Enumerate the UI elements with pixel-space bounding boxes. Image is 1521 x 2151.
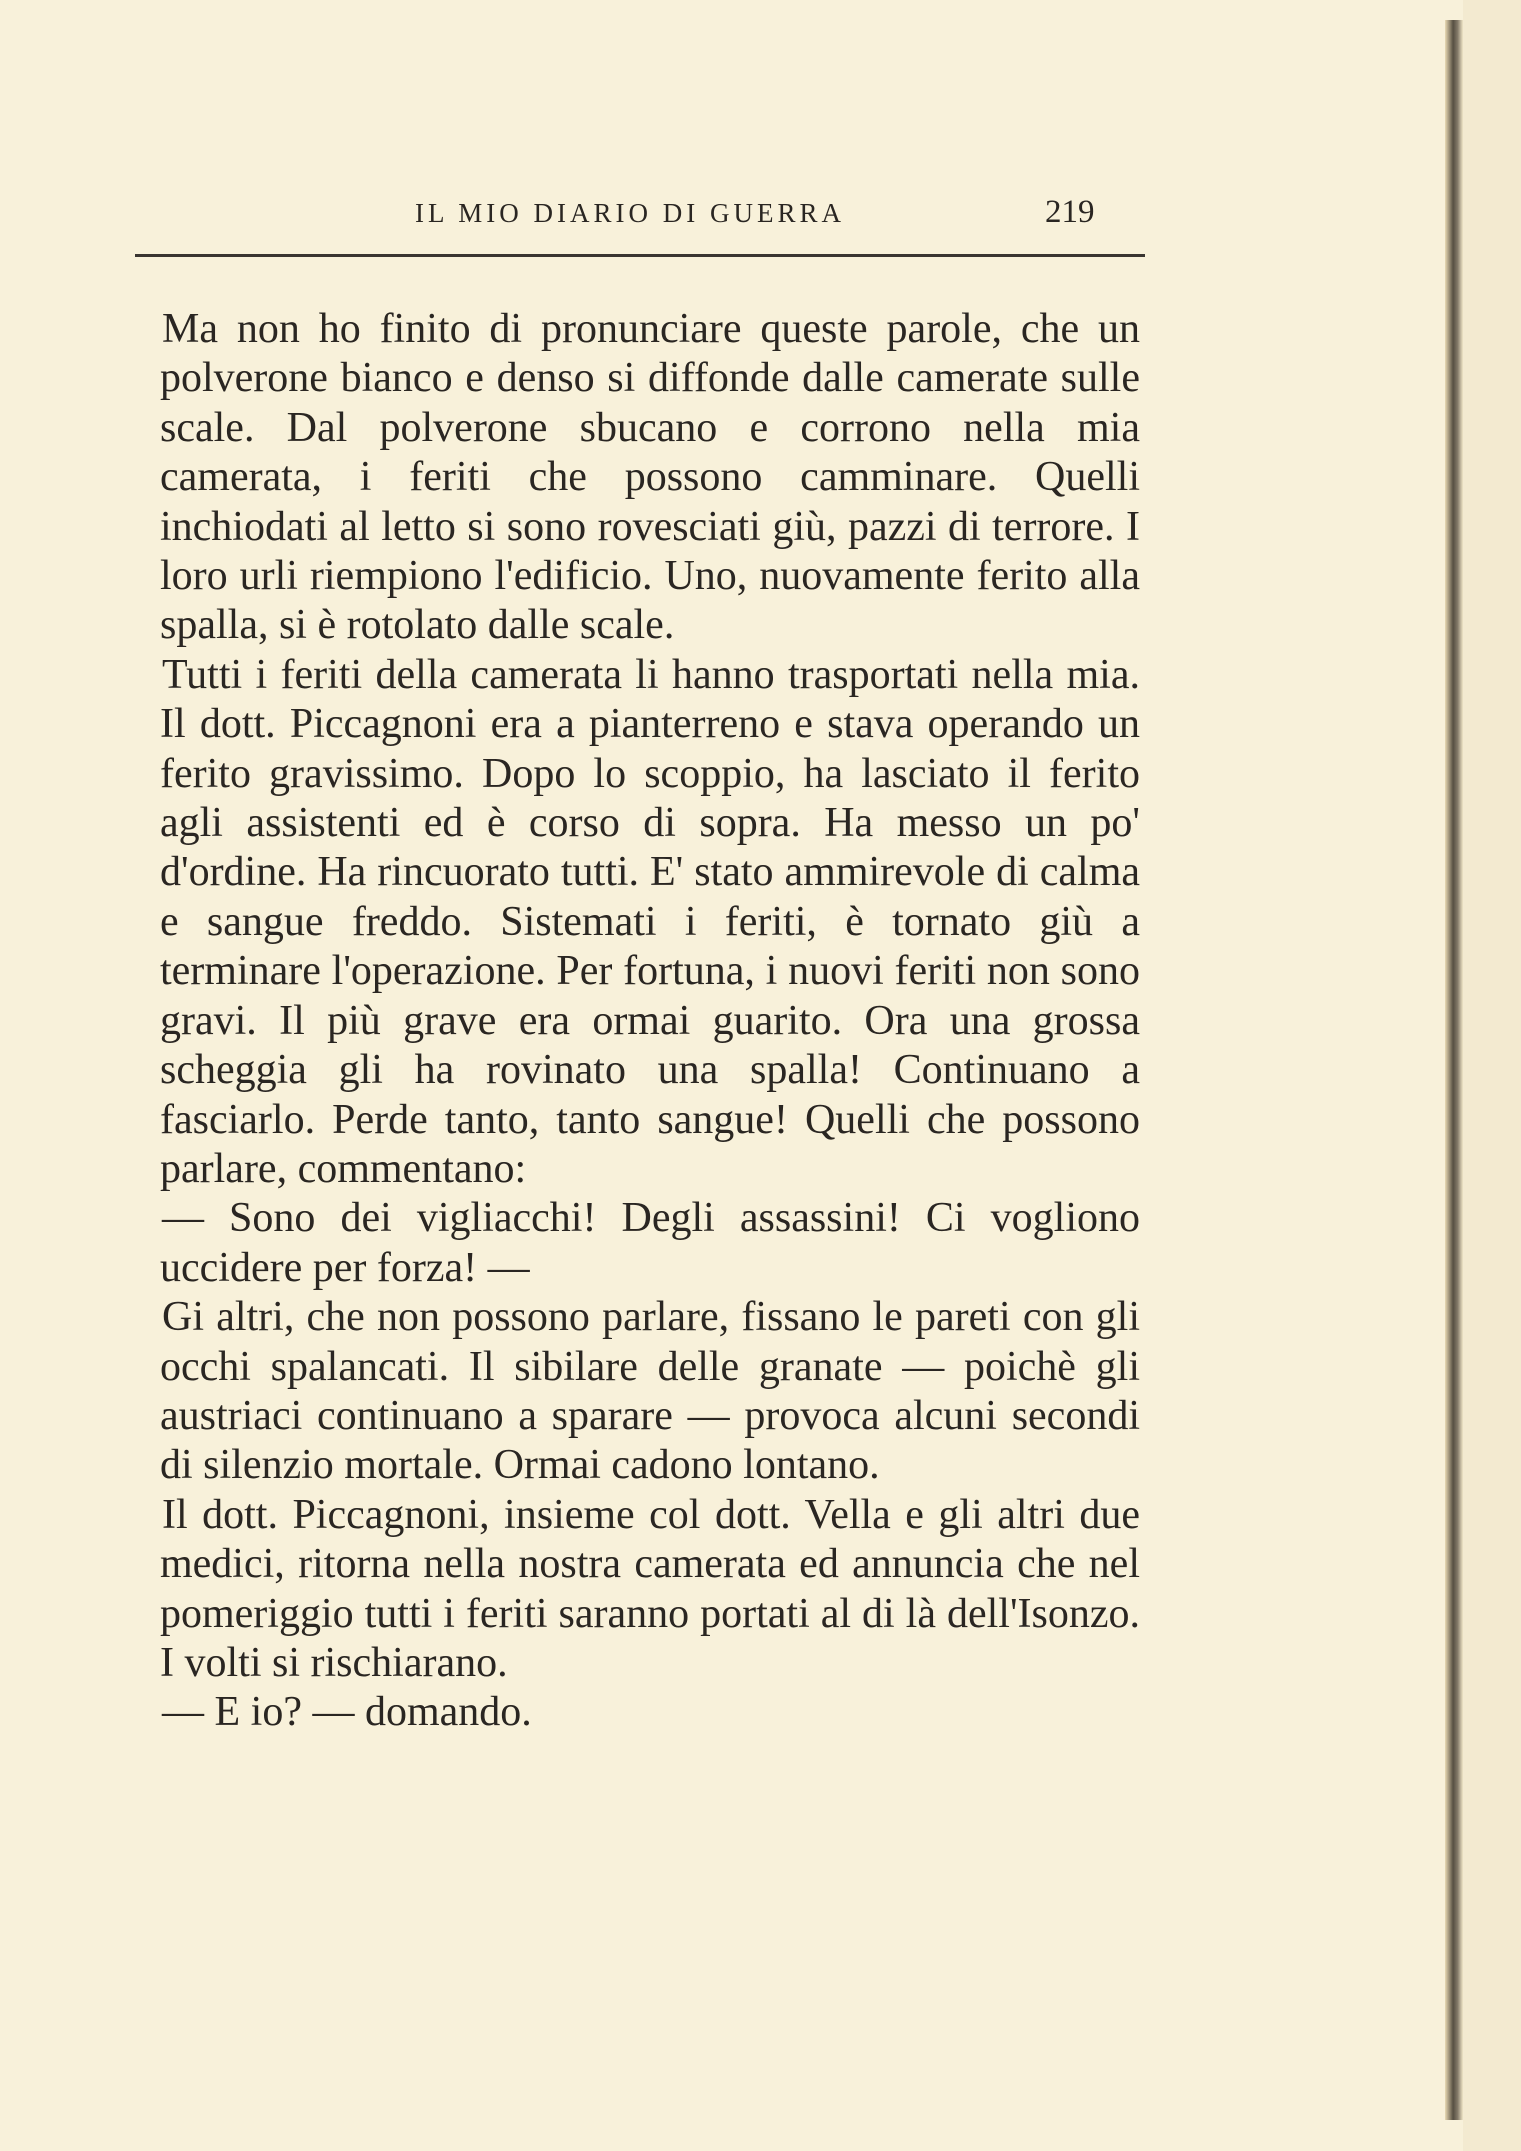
paragraph: Tutti i feriti della camerata li hanno trasportati nella mia. Il dott. Piccagnoni era a pianterreno e stava operando un ferito gravissimo. Dopo lo scoppio, ha lasciato il ferito agli assistenti ed è corso di sopra. Ha messo un po' d'ordine. Ha rincuorato tutti. E' stato ammirevole di calma e sangue freddo. Sistemati i feriti, è tornato giù a terminare l'operazione. Per fortuna, i nuovi feriti non sono gravi. Il più grave era ormai guarito. Ora una grossa scheggia gli ha rovinato una spalla! Continuano a fasciarlo. Perde tanto, tanto sangue! Quelli che possono parlare, commentano: xyxy=(160,651,1140,1192)
body-text xyxy=(160,305,1140,1738)
paragraph: — E io? — domando. xyxy=(162,1689,532,1736)
paragraph: Gi altri, che non possono parlare, fissano le pareti con gli occhi spalancati. Il sibilare delle granate — poichè gli austriaci continuano a sparare — provoca alcuni secondi di silenzio mortale. Ormai cadono lontano. xyxy=(160,1294,1140,1489)
paragraph: Ma non ho finito di pronunciare queste parole, che un polverone bianco e denso si diffonde dalle camerate sulle scale. Dal polverone sbucano e corrono nella mia camerata, i feriti che possono camminare. Quelli inchiodati al letto si sono rovesciati giù, pazzi di terrore. I loro urli riempiono l'edificio. Uno, nuovamente ferito alla spalla, si è rotolato dalle scale. xyxy=(160,306,1140,649)
page-number: 219 xyxy=(1045,194,1095,230)
header-rule xyxy=(135,254,1145,257)
book-spine xyxy=(1445,20,1463,2120)
running-title: IL MIO DIARIO DI GUERRA xyxy=(415,198,845,228)
paragraph: Il dott. Piccagnoni, insieme col dott. Vella e gli altri due medici, ritorna nella nostra camerata ed annuncia che nel pomeriggio tutti i feriti saranno portati al di là dell'Isonzo. I volti si rischiarano. xyxy=(160,1491,1140,1686)
paragraph: — Sono dei vigliacchi! Degli assassini! Ci vogliono uccidere per forza! — xyxy=(160,1195,1140,1291)
page-edge xyxy=(1463,0,1521,2151)
